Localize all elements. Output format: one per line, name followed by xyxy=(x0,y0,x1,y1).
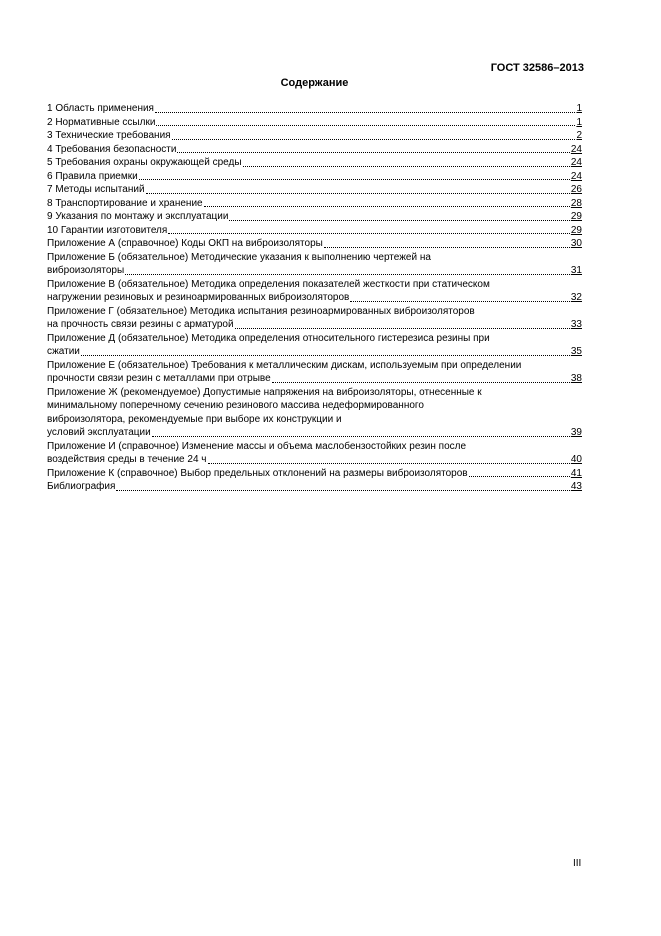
toc-leader-dots xyxy=(469,476,570,477)
toc-leader-dots xyxy=(272,382,570,383)
toc-page-number: 29 xyxy=(570,211,582,222)
toc-leader-dots xyxy=(155,112,575,113)
toc-entry[interactable] xyxy=(47,386,582,440)
page-number: III xyxy=(573,858,582,869)
toc-entry[interactable] xyxy=(47,143,582,157)
toc-leader-dots xyxy=(235,328,570,329)
toc-entry-text: 9 Указания по монтажу и эксплуатации xyxy=(47,211,229,222)
toc-leader-dots xyxy=(208,463,570,464)
toc-entry[interactable] xyxy=(47,197,582,211)
toc-page-number: 1 xyxy=(576,103,582,114)
toc-entry[interactable] xyxy=(47,305,582,332)
toc-leader-dots xyxy=(139,179,570,180)
toc-entry-text: Приложение И (справочное) Изменение массы и объема маслобензостойких резин после xyxy=(47,440,467,452)
toc-page-number: 26 xyxy=(570,184,582,195)
toc-leader-dots xyxy=(350,301,570,302)
toc-entry-text: Приложение Е (обязательное) Требования к металлическим дискам, используемым при определении xyxy=(47,359,522,371)
toc-entry-text: виброизолятора, рекомендуемые при выборе их конструкции и xyxy=(47,413,342,425)
toc-page-number: 29 xyxy=(570,224,582,236)
toc-page-number: 1 xyxy=(576,116,582,128)
toc-entry-text: Приложение Д (обязательное) Методика определения относительного гистерезиса резины при xyxy=(47,332,490,344)
toc-entry-text: нагружении резиновых и резиноармированных виброизоляторов xyxy=(47,292,350,303)
toc-leader-dots xyxy=(177,152,569,153)
toc-entry[interactable] xyxy=(47,170,582,184)
toc-entry-text: Приложение Г (обязательное) Методика испытания резиноармированных виброизоляторов xyxy=(47,305,475,317)
toc-leader-dots xyxy=(243,166,570,167)
toc-entry[interactable] xyxy=(47,116,582,130)
toc-entry[interactable] xyxy=(47,332,582,359)
toc-entry-text: 10 Гарантии изготовителя xyxy=(47,224,168,236)
toc-entry-text: Приложение А (справочное) Коды ОКП на виброизоляторы xyxy=(47,238,323,249)
toc-entry-text: виброизоляторы xyxy=(47,265,125,276)
toc-entry-text: 7 Методы испытаний xyxy=(47,184,145,195)
toc-leader-dots xyxy=(204,206,570,207)
toc-entry-text: на прочность связи резины с арматурой xyxy=(47,319,234,330)
toc-page-number: 39 xyxy=(570,427,582,438)
toc-entry-text: Приложение Ж (рекомендуемое) Допустимые напряжения на виброизоляторы, отнесенные к xyxy=(47,386,482,398)
toc-page-number: 30 xyxy=(570,238,582,249)
toc-title: Содержание xyxy=(280,77,349,89)
toc-entry-text: 6 Правила приемки xyxy=(47,170,138,182)
toc-page-number: 2 xyxy=(576,130,582,141)
toc-entry-text: Приложение В (обязательное) Методика определения показателей жесткости при статическом xyxy=(47,278,490,290)
toc-entry[interactable] xyxy=(47,237,582,251)
toc-page-number: 31 xyxy=(570,265,582,276)
toc-entry-text: 2 Нормативные ссылки xyxy=(47,116,156,128)
toc-entry-text: сжатии xyxy=(47,346,80,357)
toc-entry-text: 3 Технические требования xyxy=(47,130,171,141)
toc-leader-dots xyxy=(152,436,570,437)
toc-entry[interactable] xyxy=(47,440,582,467)
toc-entry-text: Библиография xyxy=(47,481,116,492)
toc-page-number: 40 xyxy=(570,454,582,465)
toc-entry-text: воздействия среды в течение 24 ч xyxy=(47,454,207,465)
toc-entry[interactable] xyxy=(47,359,582,386)
toc-page-number: 41 xyxy=(570,467,582,479)
toc-page-number: 43 xyxy=(570,481,582,492)
toc-entry-text: Приложение К (справочное) Выбор предельных отклонений на размеры виброизоляторов xyxy=(47,467,468,479)
toc-entry[interactable] xyxy=(47,102,582,116)
table-of-contents xyxy=(47,102,582,494)
toc-page-number: 28 xyxy=(570,197,582,209)
toc-entry[interactable] xyxy=(47,156,582,170)
toc-entry-text: 5 Требования охраны окружающей среды xyxy=(47,157,242,168)
toc-entry[interactable] xyxy=(47,129,582,143)
toc-entry-text: 1 Область применения xyxy=(47,103,154,114)
toc-leader-dots xyxy=(172,139,576,140)
toc-page-number: 24 xyxy=(570,170,582,182)
toc-entry-text: условий эксплуатации xyxy=(47,427,151,438)
toc-page-number: 33 xyxy=(570,319,582,330)
toc-entry-text: Приложение Б (обязательное) Методические указания к выполнению чертежей на xyxy=(47,251,431,263)
toc-entry[interactable] xyxy=(47,210,582,224)
toc-entry[interactable] xyxy=(47,251,582,278)
toc-entry-text: 4 Требования безопасности xyxy=(47,143,177,155)
toc-leader-dots xyxy=(324,247,570,248)
toc-page-number: 24 xyxy=(570,143,582,155)
toc-leader-dots xyxy=(168,233,570,234)
toc-entry[interactable] xyxy=(47,480,582,494)
toc-entry[interactable] xyxy=(47,224,582,238)
toc-leader-dots xyxy=(116,490,569,491)
toc-leader-dots xyxy=(81,355,570,356)
toc-entry-text: минимальному поперечному сечению резинового массива недеформированного xyxy=(47,400,424,411)
toc-leader-dots xyxy=(125,274,570,275)
toc-entry[interactable] xyxy=(47,183,582,197)
toc-page-number: 38 xyxy=(570,373,582,384)
toc-entry-text: прочности связи резин с металлами при отрыве xyxy=(47,373,271,384)
toc-entry[interactable] xyxy=(47,467,582,481)
toc-page-number: 32 xyxy=(570,292,582,303)
toc-leader-dots xyxy=(229,220,569,221)
toc-entry[interactable] xyxy=(47,278,582,305)
document-code: ГОСТ 32586–2013 xyxy=(490,62,584,74)
toc-entry-text: 8 Транспортирование и хранение xyxy=(47,197,203,209)
toc-leader-dots xyxy=(156,125,575,126)
toc-page-number: 24 xyxy=(570,157,582,168)
toc-page-number: 35 xyxy=(570,346,582,357)
toc-leader-dots xyxy=(146,193,570,194)
